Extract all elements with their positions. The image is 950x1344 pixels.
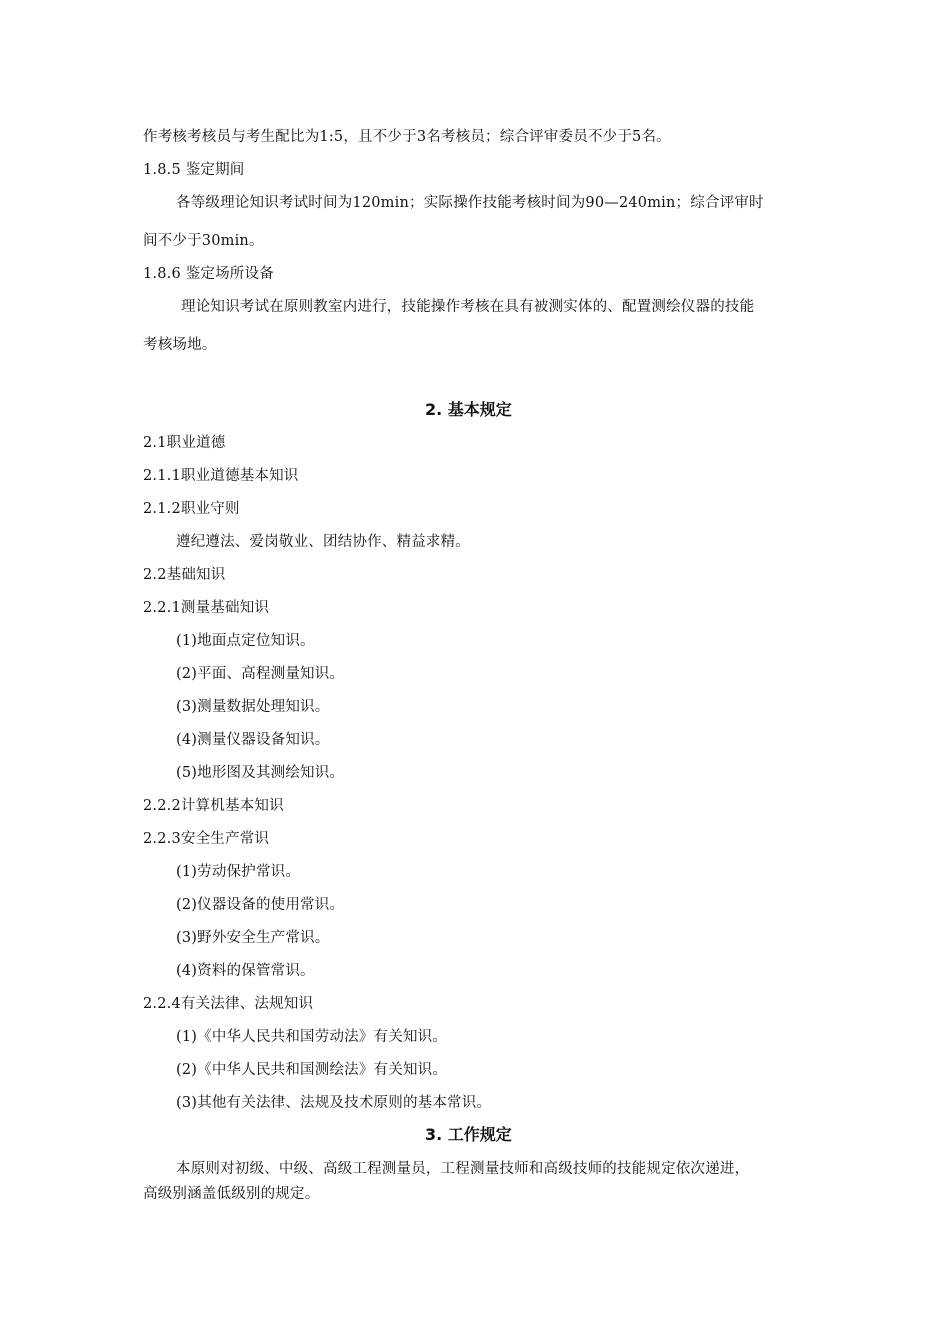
list-item: (2)仪器设备的使用常识。 bbox=[176, 897, 345, 913]
section-heading: 2.2.3安全生产常识 bbox=[143, 831, 270, 847]
list-item: (1)《中华人民共和国劳动法》有关知识。 bbox=[176, 1029, 448, 1045]
chapter-title: 2. 基本规定 bbox=[425, 400, 512, 419]
list-item: (1)劳动保护常识。 bbox=[176, 864, 301, 880]
list-item: (4)测量仪器设备知识。 bbox=[176, 732, 330, 748]
section-heading: 2.1职业道德 bbox=[143, 435, 226, 451]
paragraph-line: 考核场地。 bbox=[143, 337, 217, 353]
list-item: (3)测量数据处理知识。 bbox=[176, 699, 330, 715]
paragraph-line: 遵纪遵法、爱岗敬业、团结协作、精益求精。 bbox=[176, 534, 470, 550]
paragraph-line: 本原则对初级、中级、高级工程测量员，工程测量技师和高级技师的技能规定依次递进， bbox=[176, 1161, 750, 1177]
section-heading: 2.2.1测量基础知识 bbox=[143, 600, 270, 616]
list-item: (5)地形图及其测绘知识。 bbox=[176, 765, 345, 781]
list-item: (3)野外安全生产常识。 bbox=[176, 930, 330, 946]
section-heading: 2.2.4有关法律、法规知识 bbox=[143, 996, 314, 1012]
paragraph-line: 高级别涵盖低级别的规定。 bbox=[143, 1186, 320, 1202]
paragraph-line: 理论知识考试在原则教室内进行，技能操作考核在具有被测实体的、配置测绘仪器的技能 bbox=[181, 299, 755, 315]
section-heading: 1.8.5 鉴定期间 bbox=[143, 162, 245, 178]
text-line: 作考核考核员与考生配比为1:5，且不少于3名考核员；综合评审委员不少于5名。 bbox=[143, 129, 671, 145]
list-item: (3)其他有关法律、法规及技术原则的基本常识。 bbox=[176, 1095, 492, 1111]
list-item: (2)《中华人民共和国测绘法》有关知识。 bbox=[176, 1062, 448, 1078]
list-item: (4)资料的保管常识。 bbox=[176, 963, 315, 979]
section-heading: 2.1.1职业道德基本知识 bbox=[143, 468, 299, 484]
section-heading: 2.2.2计算机基本知识 bbox=[143, 798, 284, 814]
section-heading: 2.1.2职业守则 bbox=[143, 501, 240, 517]
list-item: (2)平面、高程测量知识。 bbox=[176, 666, 345, 682]
paragraph-line: 各等级理论知识考试时间为120min；实际操作技能考核时间为90—240min；综合评审时 bbox=[176, 195, 764, 211]
chapter-title: 3. 工作规定 bbox=[425, 1125, 512, 1144]
list-item: (1)地面点定位知识。 bbox=[176, 633, 315, 649]
section-heading: 1.8.6 鉴定场所设备 bbox=[143, 266, 274, 282]
paragraph-line: 间不少于30min。 bbox=[143, 233, 264, 249]
section-heading: 2.2基础知识 bbox=[143, 567, 226, 583]
